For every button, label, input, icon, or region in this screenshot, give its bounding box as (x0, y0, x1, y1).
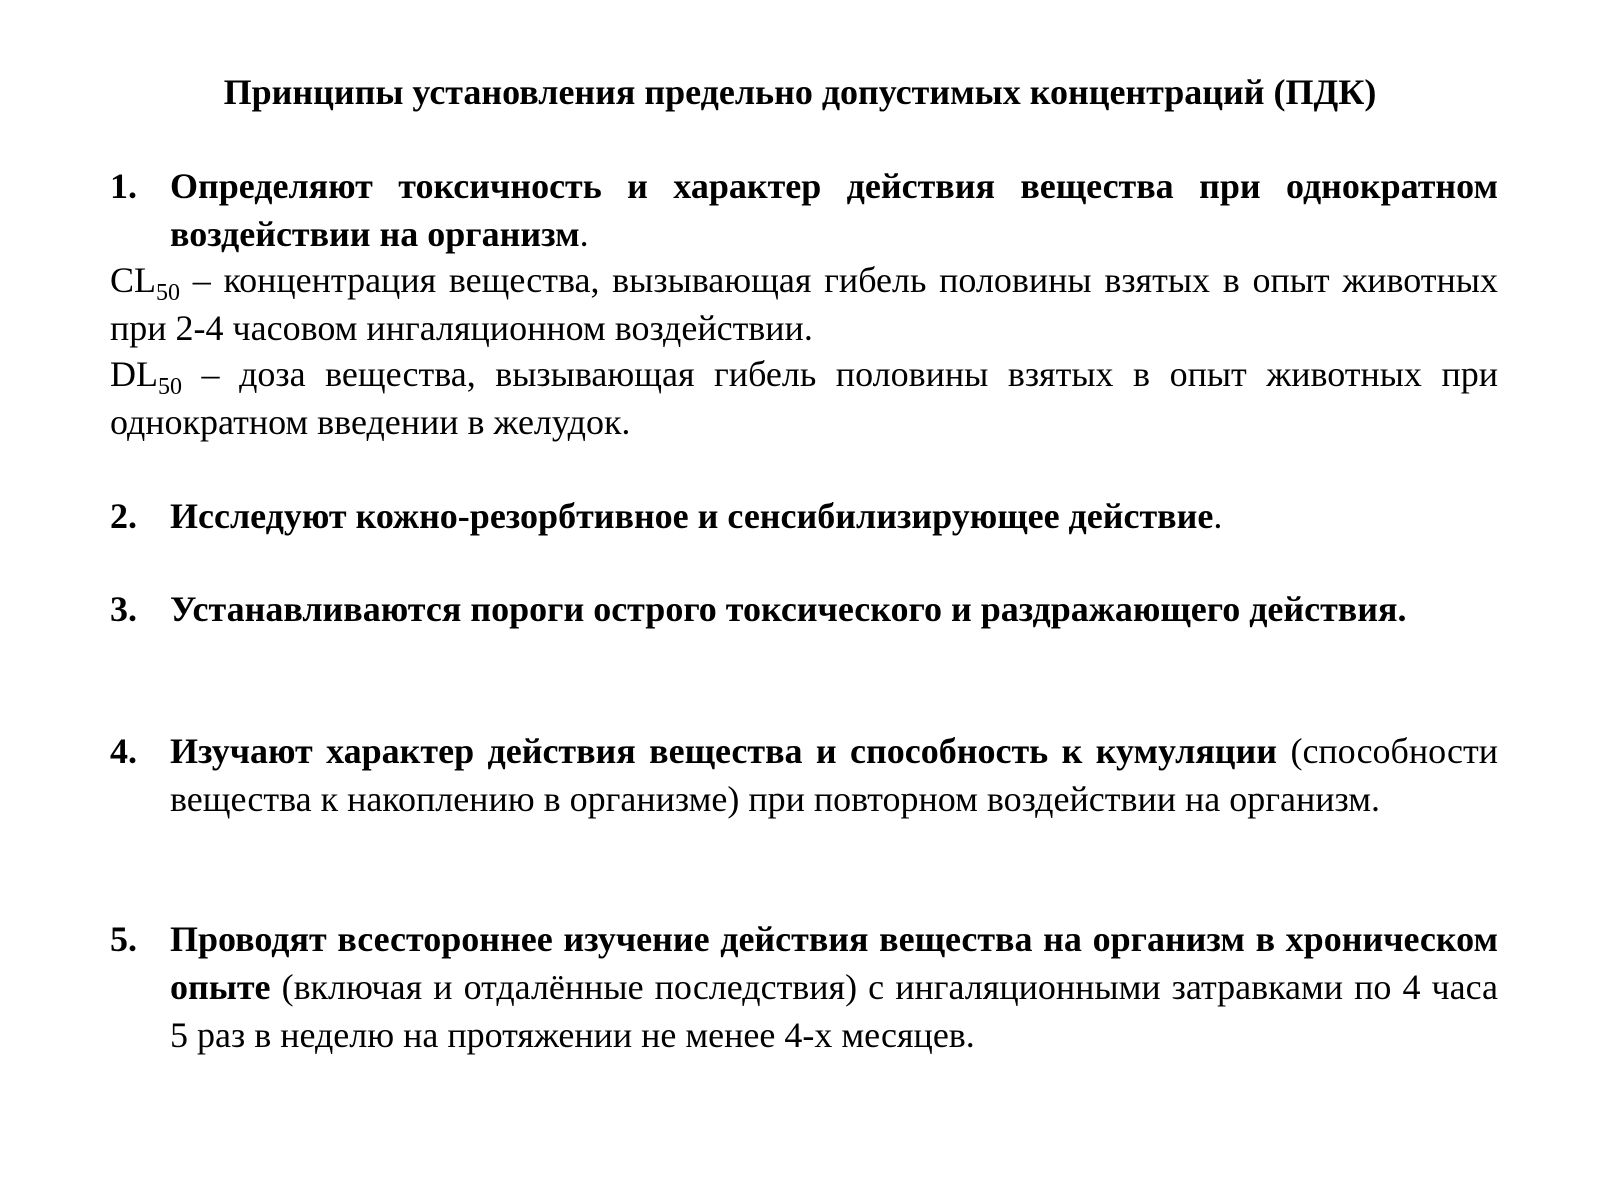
item-text (170, 585, 1498, 633)
item-number: 1. (110, 166, 137, 206)
item-number: 2. (110, 496, 137, 536)
item-bold-text: Устанавливаются пороги острого токсического и раздражающего действия. (170, 589, 1407, 629)
item-bold-text: Изучают характер действия вещества и способность к кумуляции (170, 731, 1278, 771)
page-title: Принципы установления предельно допустимых концентраций (ПДК) (223, 72, 1377, 112)
definition-dl50 (110, 350, 1498, 446)
definition-subscript: 50 (158, 374, 182, 400)
list-item-4 (110, 727, 1498, 823)
item-number: 3. (110, 589, 137, 629)
item-bold-text: Определяют токсичность и характер действия вещества при однократном воздействии на организм (170, 166, 1498, 254)
item-number: 4. (110, 731, 137, 771)
list-item-1 (110, 162, 1498, 258)
item-text (170, 727, 1498, 823)
definition-symbol: CL (110, 260, 157, 300)
list-item-3 (110, 585, 1498, 633)
item-bold-text: Проводят всестороннее изучение действия вещества на организм в хроническом опыте (170, 919, 1498, 1007)
item-text (170, 492, 1498, 540)
definition-text: – доза вещества, вызывающая гибель половины взятых в опыт животных при однократном введении в желудок. (110, 354, 1498, 442)
item-text (170, 915, 1498, 1059)
item-rest-text: . (579, 214, 589, 254)
item-rest-text: (способности вещества к накоплению в организме) при повторном воздействии на организм. (170, 731, 1499, 819)
item-rest-text: . (1213, 496, 1223, 536)
definition-symbol: DL (110, 354, 158, 394)
item-rest-text: (включая и отдалённые последствия) с ингаляционными затравками по 4 часа 5 раз в неделю на протяжении не менее 4-х месяцев. (170, 967, 1498, 1055)
definition-text: – концентрация вещества, вызывающая гибель половины взятых в опыт животных при 2-4 часовом ингаляционном воздействии. (110, 260, 1498, 348)
list-item-2 (110, 492, 1498, 540)
definition-subscript: 50 (156, 280, 181, 306)
list-item-5 (110, 915, 1498, 1059)
definition-cl50 (110, 256, 1498, 352)
item-bold-text: Исследуют кожно-резорбтивное и сенсибилизирующее действие (170, 496, 1214, 536)
item-number: 5. (110, 919, 137, 959)
item-text (170, 162, 1498, 258)
